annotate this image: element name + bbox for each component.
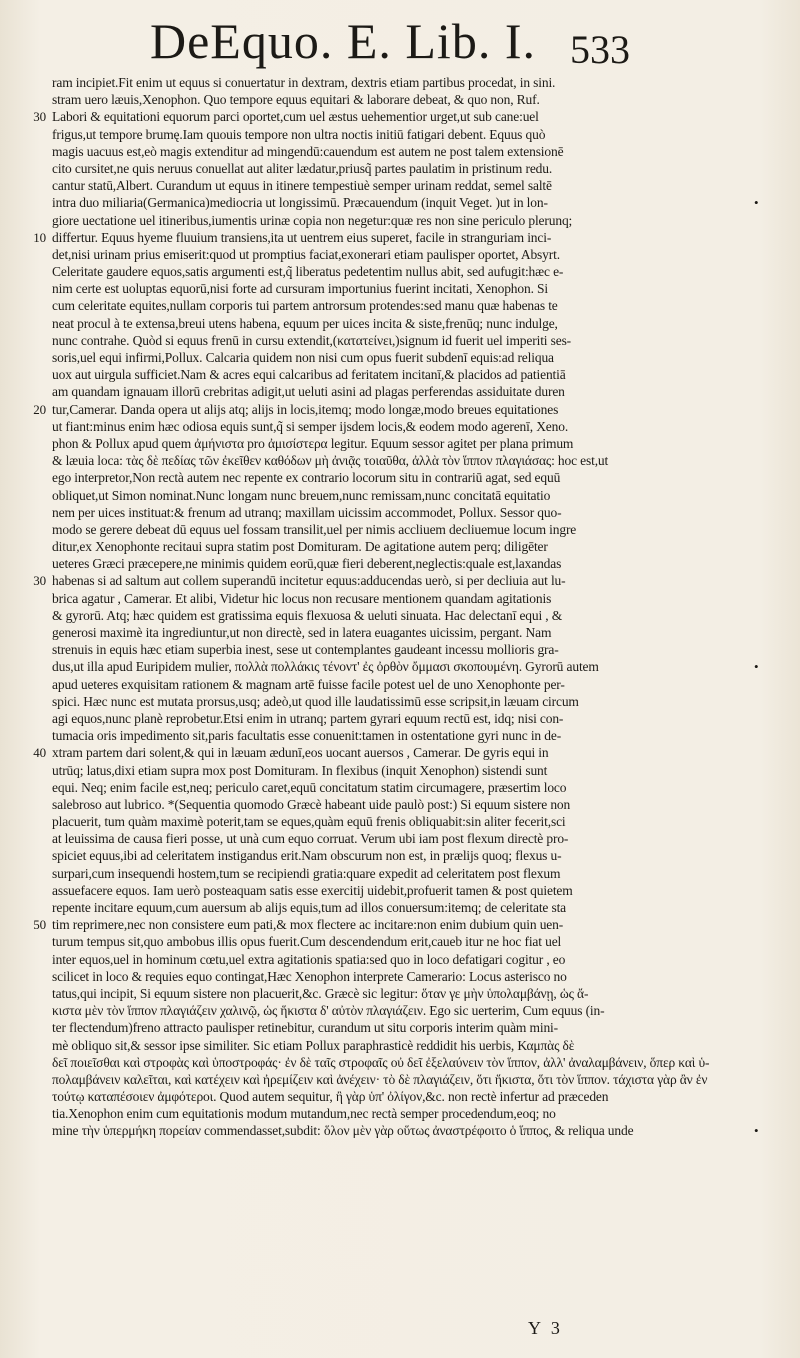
line-text: πολαμβάνειν καλεῖται, καὶ κατέχειν καὶ ἠρεμίζειν καὶ ἀνέχειν· τὸ δὲ πλαγιάζειν, ὅτι ἥκιστα, ὅτι τὸν ἵππον. τάχιστα γὰρ ἂν ἐν [52, 1071, 708, 1087]
line-text: phon & Pollux apud quem ἀμήνιστα pro ἀμισίστερα legitur. Equum sessor agitet per plana primum [52, 435, 574, 451]
text-line [52, 676, 752, 693]
line-text: intra duo miliaria(Germanica)mediocria ut longissimū. Præcauendum (inquit Veget. )ut in lon- [52, 195, 548, 211]
text-line [52, 1037, 752, 1054]
page-title: DeEquo. E. Lib. I. [150, 13, 536, 69]
text-line [52, 383, 752, 400]
line-text: tur,Camerar. Danda opera ut alijs atq; alijs in locis,itemq; modo longæ,modo breues equitationes [52, 401, 559, 417]
text-line [52, 951, 752, 968]
line-text: & læuia loca: τὰς δὲ πεδίας τῶν ἐκεῖθεν καθόδων μὴ ἀνιᾷς τοιαῦθα, ἀλλὰ τὸν ἵππον πλαγιάσας: hoc est,ut [52, 453, 609, 469]
text-line [52, 212, 752, 229]
signature-mark: Y 3 [528, 1318, 563, 1338]
text-line [33, 108, 752, 125]
folio-number: 533 [570, 27, 630, 72]
margin-dot: • [754, 659, 759, 675]
line-text: dus,ut illa apud Euripidem mulier, πολλὰ πολλάκις τένοντ' ἐς ὀρθὸν ὄμμασι σκοπουμένη. Gyrorū autem [52, 659, 599, 675]
text-line [52, 590, 752, 607]
line-text: scilicet in loco & requies equo contingat,Hæc Xenophon interprete Camerario: Locus asterisco no [52, 968, 567, 984]
line-text: generosi maximè ita ingrediuntur,ut non directè, sed in latera euagantes uicissim, pergant. Nam [52, 625, 552, 640]
line-text: nunc contrahe. Quòd si equus frenū in cursu extendit,(κατατείνει,)signum id fuerit uel imperiti ses- [52, 332, 572, 348]
text-line [52, 1019, 752, 1036]
line-text: & gyrorū. Atq; hæc quidem est gratissima equis flexuosa & ueluti sinuata. Hac delectanī equi , & [52, 607, 563, 623]
line-text: neat procul à te extensa,breui utens habena, equum per uices incita & siste,frenūq; nunc indulge, [52, 315, 558, 331]
text-line [52, 693, 752, 710]
text-line [33, 744, 752, 761]
line-number: 20 [33, 401, 46, 417]
text-line [52, 91, 752, 108]
line-text: repente incitare equum,cum auersum ab alijs equis,tum ad illos conuersum:itemq; de celeritate sta [52, 900, 567, 915]
text-line [52, 332, 752, 349]
text-line [52, 297, 752, 314]
line-text: am quandam ignauam illorū crebritas adigit,ut ueluti asini ad plagas perferendas assiduitate duren [52, 384, 565, 400]
line-text: soris,uel equi infirmi,Pollux. Calcaria quidem non nisi cum opus fuerit subdenī equis:ad reliqua [52, 350, 554, 365]
text-line [52, 126, 752, 143]
text-line [52, 555, 752, 572]
line-text: assuefacere equos. Iam uerò posteaquam satis esse exercitij uidebit,profuerit tamen & post quietem [52, 882, 573, 898]
line-number: 10 [33, 229, 46, 245]
text-line [52, 366, 752, 383]
text-line [52, 1054, 752, 1071]
margin-dot: • [754, 1123, 759, 1139]
text-line [52, 504, 752, 521]
text-line [52, 280, 752, 297]
line-text: giore uectatione uel itineribus,iumentis urinæ copia non negetur:quæ res non sine periculo plerunq; [52, 212, 573, 228]
line-text: apud ueteres exquisitam rationem & magnam artē fuisse facile potest uel de uno Xenophonte per- [52, 676, 565, 692]
line-text: cantur statū,Albert. Curandum ut equus in itinere tempestiuè semper urinam reddat, semel saltē [52, 178, 552, 194]
running-header [150, 12, 710, 72]
line-text: turum tempus sit,quo ambobus illis opus fuerit.Cum descendendum erit,caueb itur ne hoc fiat uel [52, 934, 562, 950]
text-line [52, 1088, 752, 1105]
line-text: agi equos,nunc planè reprobetur.Etsi enim in utranq; partem gyrari equum rectū est, idq; nisi con- [52, 710, 564, 726]
line-text: modo se gerere debeat dū equus uel fossam transilit,uel per nimis accliuem decliuemue locum ingre [52, 521, 577, 537]
text-line [52, 469, 752, 486]
line-text: strenuis in equis hæc etiam superbia inest, sese ut contemplantes gaudeant incessu mollioris gra- [52, 642, 559, 658]
text-line [52, 1105, 752, 1122]
line-text: obliquet,ut Simon nominat.Nunc longam nunc breuem,nunc remissam,nunc concitatā equitatio [52, 487, 551, 503]
text-line [52, 899, 752, 916]
text-line [52, 452, 752, 469]
line-text: utrūq; latus,dixi etiam supra mox post Domituram. In flexibus (inquit Xenophon) sistendi sunt [52, 762, 548, 778]
line-text: brica agatur , Camerar. Et alibi, Videtur hic locus non recusare mentionem quandam agitationis [52, 590, 552, 606]
line-text: ter flectendum)freno attracto paulisper retinebitur, curandum ut situ corporis interim quàm mini- [52, 1020, 558, 1036]
line-text: Labori & equitationi equorum parci oportet,cum uel æstus uehementior urget,ut sub cane:uel [52, 109, 539, 125]
text-line [52, 847, 752, 864]
line-text: δεῖ ποιεῖσθαι καὶ στροφὰς καὶ ὑποστροφάς· ἐν δὲ ταῖς στροφαῖς οὐ δεῖ ἐξελαύνειν τὸν ἵππον, ἀλλ' ἀναλαμβάνειν, ὅπερ καὶ ὑ- [52, 1054, 710, 1070]
line-text: stram uero læuis,Xenophon. Quo tempore equus equitari & laborare debeat, & quo non, Ruf. [52, 92, 540, 108]
line-text: Celeritate gaudere equos,satis argumenti est,q̃ liberatus pedetentim nullus abit, sed aufugit:hæc e- [52, 264, 564, 280]
text-line [52, 624, 752, 641]
text-line [52, 246, 752, 263]
line-text: ditur,ex Xenophonte recitaui supra statim post Domituram. De agitatione autem perq; diligēter [52, 539, 548, 555]
line-text: κιστα μὲν τὸν ἵππον πλαγιάζειν χαλινῷ, ὡς ἥκιστα δ' αὐτὸν πλαγιάζειν. Ego sic uerterim, Cum equus (in- [52, 1003, 605, 1019]
line-text: ueteres Græci præcepere,ne minimis quidem eorū,quæ fieri deberent,neglectis:quale est,laxandas [52, 556, 562, 572]
line-text: mè obliquo sit,& sessor ipse similiter. Sic etiam Pollux paraphrasticè reddidit his uerbis, Καμπὰς δὲ [52, 1037, 575, 1053]
line-text: ut fiant:minus enim hæc odiosa equis sunt,q̃ si semper ijsdem locis,& eodem modo agerenī, Xeno. [52, 418, 569, 434]
line-text: tim reprimere,nec non consistere eum pati,& mox flectere ac incitare:non enim dubium quin uen- [52, 917, 564, 933]
line-text: spiciet equus,ibi ad celeritatem instigandus erit.Nam obscurum non est, in prælijs quoq; flexus u- [52, 848, 562, 864]
line-text: cum celeritate equites,nullam corporis tui partem antrorsum protendes:sed manu quæ habenas te [52, 298, 558, 314]
body-text [33, 74, 759, 1140]
line-number: 30 [33, 573, 46, 589]
line-text: uox aut uirgula sufficiet.Nam & acres equi calcaribus ad feritatem incitanī,& placidos ad patientiā [52, 367, 566, 383]
line-text: tumacia oris impedimento sit,paris facultatis esse conuenit:tamen in ostentatione gyri nunc in de- [52, 728, 562, 744]
text-line [52, 813, 752, 830]
margin-dot: • [754, 195, 759, 211]
text-line [52, 521, 752, 538]
text-line [52, 194, 759, 211]
text-line [52, 933, 752, 950]
text-line [52, 418, 752, 435]
line-text: inter equos,uel in hominum cœtu,uel extra agitationis spatia:sed quo in loco defatigari cogitur , eo [52, 951, 566, 967]
line-text: tia.Xenophon enim cum equitationis modum mutandum,nec rectà semper procedendum,eoq; no [52, 1106, 556, 1122]
text-line [52, 658, 759, 675]
text-line [33, 229, 752, 246]
text-line [52, 487, 752, 504]
text-line [52, 796, 752, 813]
text-line [52, 1122, 759, 1139]
text-line [52, 1002, 752, 1019]
line-text: ego interpretor,Non rectà autem nec repente ex contrario locorum situ in contrariū agat, sed equū [52, 470, 561, 486]
line-text: magis uacuus est,eò magis extenditur ad mingendū:cauendum est autem ne post talem extensionē [52, 143, 564, 159]
line-number: 40 [33, 745, 46, 761]
text-line [52, 830, 752, 847]
text-line [52, 968, 752, 985]
text-line [52, 74, 752, 91]
line-text: τούτῳ καταπέσοιεν ἀμφότεροι. Quod autem sequitur, ἢ γὰρ ὑπ' ὀλίγον,&c. non rectè infertur ad præceden [52, 1089, 609, 1105]
text-line [52, 779, 752, 796]
text-line [52, 727, 752, 744]
text-line [33, 572, 752, 589]
text-line [52, 641, 752, 658]
text-line [52, 538, 752, 555]
text-line [52, 865, 752, 882]
line-text: differtur. Equus hyeme fluuium transiens,ita ut uentrem eius superet, facile in stranguriam inci- [52, 229, 552, 245]
text-line [52, 882, 752, 899]
line-text: nim certe est uoluptas equorū,nisi forte ad cursuram importunius fuerint incitati, Xenophon. Si [52, 281, 549, 297]
line-text: placuerit, tum quàm maximè poterit,tam se eques,quàm equū frenis obliquabit:sin aliter fecerit,sci [52, 814, 566, 830]
line-text: spici. Hæc nunc est mutata prorsus,usq; adeò,ut quod ille laudatissimū esse scripsit,in læuam circum [52, 693, 579, 709]
text-line [33, 916, 752, 933]
text-line [52, 349, 752, 366]
line-text: frigus,ut tempore brumę.Iam quouis tempore non ultra noctis initiū fatigari debent. Equus quò [52, 126, 546, 142]
line-text: surpari,cum insequendi hostem,tum se recipiendi gratia:quare expedit ad celeritatem post flexum [52, 865, 561, 881]
text-line [52, 315, 752, 332]
line-text: det,nisi urinam prius emiserit:quod ut promptius faciat,exonerari etiam paulisper oportet, Absyrt. [52, 246, 560, 262]
line-text: mine τὴν ὑπερμήκη πορείαν commendasset,subdit: ὅλον μὲν γὰρ οὕτως ἀναστρέφοιτο ὁ ἵππος, & reliqua unde [52, 1123, 634, 1139]
line-text: salebroso aut lubrico. *(Sequentia quomodo Græcè habeant uide paulò post:) Si equum sistere non [52, 796, 571, 812]
text-line [52, 143, 752, 160]
line-text: xtram partem dari solent,& qui in læuam ædunī,eos uocant auersos , Camerar. De gyris equi in [52, 745, 549, 761]
text-line [52, 762, 752, 779]
text-line [52, 435, 752, 452]
line-text: at leuissima de causa fieri posse, ut unà cum equo corruat. Verum ubi iam post flexum directè pro- [52, 831, 569, 847]
line-text: equi. Neq; enim facile est,neq; periculo caret,equū concitatum statim circumagere, præsertim loco [52, 779, 567, 795]
line-text: ram incipiet.Fit enim ut equus si conuertatur in dextram, dextris etiam partibus procedat, in sini. [52, 75, 556, 90]
text-line [52, 263, 752, 280]
line-text: habenas si ad saltum aut collem superandū incitetur equus:adducendas uerò, si per decliuia aut lu- [52, 573, 566, 589]
text-line [52, 607, 752, 624]
line-number: 50 [33, 917, 46, 933]
text-line [52, 1071, 752, 1088]
text-line [52, 177, 752, 194]
line-text: cito cursitet,ne quis neruus conuellat aut aliter lædatur,priusq̃ partes paulatim in pristinum redu. [52, 160, 553, 176]
text-line [33, 401, 752, 418]
line-number: 30 [33, 109, 46, 125]
text-line [52, 710, 752, 727]
text-line [52, 160, 752, 177]
line-text: tatus,qui incipit, Si equum sistere non placuerit,&c. Græcè sic legitur: ὅταν γε μὴν ὑπολαμβάνῃ, ὡς ἄ- [52, 985, 589, 1001]
line-text: nem per uices instituat:& frenum ad utranq; maxillam uicissim accommodet, Pollux. Sessor quo- [52, 504, 562, 520]
text-line [52, 985, 752, 1002]
